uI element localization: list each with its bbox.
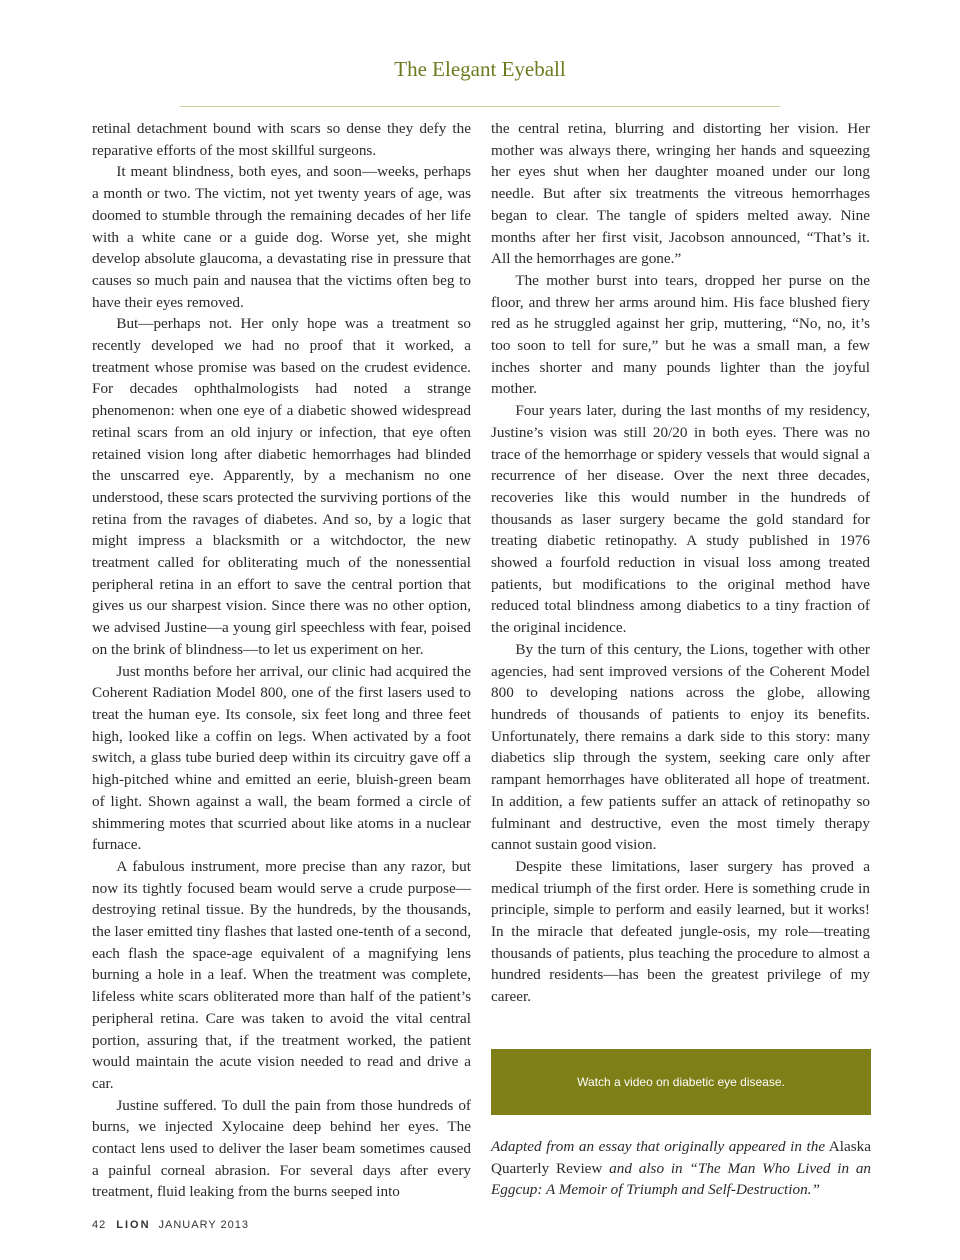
- paragraph: By the turn of this century, the Lions, together with other agencies, had sent improved versions of the Coherent Model 800 to developing nations across the globe, allowing hundreds of thousands of patients to enjoy its benefits. Unfortunately, there remains a dark side to this story: many diabetics slip through the system, seeking care only after rampant hemorrhages have obliterated all hope of treatment. In addition, a few patients suffer an attack of retinopathy so fulminant and destructive, even the most timely therapy cannot sustain good vision.: [491, 640, 870, 854]
- article-column-right: [491, 118, 870, 1008]
- paragraph: It meant blindness, both eyes, and soon—weeks, perhaps a month or two. The victim, not yet twenty years of age, was doomed to stumble through the remaining decades of her life with a white cane or a guide dog. Worse yet, she might develop absolute glaucoma, a devastating rise in pressure that causes so much pain and nausea that the victims often beg to have their eyes removed.: [92, 163, 471, 311]
- header-divider: [180, 106, 780, 107]
- paragraph: The mother burst into tears, dropped her purse on the floor, and threw her arms around him. His face blushed fiery red as he struggled against her grip, muttering, “No, no, it’s too soon to tell for sure,” but he was a small man, a few inches shorter and many pounds lighter than the joyful mother.: [491, 271, 870, 398]
- paragraph: Just months before her arrival, our clinic had acquired the Coherent Radiation Model 800, one of the first lasers used to treat the human eye. Its console, six feet long and three feet high, looked like a coffin on legs. When activated by a foot switch, a glass tube buried deep within its circuitry gave off a high-pitched whine and emitted an eerie, bluish-green beam of light. Shown against a wall, the beam formed a circle of shimmering motes that scurried about like atoms in a nuclear furnace.: [92, 662, 471, 854]
- paragraph: retinal detachment bound with scars so dense they defy the reparative efforts of the most skillful surgeons.: [92, 120, 471, 159]
- magazine-name: LION: [116, 1219, 151, 1231]
- paragraph: A fabulous instrument, more precise than any razor, but now its tightly focused beam would serve a crude purpose—destroying retinal tissue. By the hundreds, by the thousands, the laser emitted tiny flashes that lasted one-tenth of a second, each flash the space-age equivalent of a magnifying lens burning a hole in a leaf. When the treatment was complete, lifeless white scars obliterated more than half of the patient’s peripheral retina. Care was taken to avoid the vital central portion, assuring that, if the treatment worked, the patient would maintain the acute vision needed to read and drive a car.: [92, 857, 471, 1092]
- credit-book: and also in “The Man Who Lived in an Eggcup: A Memoir of Triumph and Self-Destruction.”: [491, 1159, 872, 1199]
- page-number: 42: [92, 1219, 107, 1231]
- video-link-label: Watch a video on diabetic eye disease.: [577, 1075, 785, 1089]
- article-column-left: [92, 118, 471, 1203]
- page-header-title: The Elegant Eyeball: [394, 57, 566, 81]
- paragraph: Despite these limitations, laser surgery has proved a medical triumph of the first order. Here is something crude in principle, simple to perform and easily learned, but it works! In the miracle that defeated jungle-osis, my role—treating thousands of patients, plus teaching the procedure to almost a hundred residents—has been the greatest privilege of my career.: [491, 857, 870, 1006]
- paragraph: Justine suffered. To dull the pain from those hundreds of burns, we injected Xylocaine deep behind her eyes. The contact lens used to deliver the laser beam sometimes caused a painful corneal abrasion. For several days after every treatment, fluid leaking from the burns seeped into: [92, 1096, 471, 1201]
- paragraph: the central retina, blurring and distorting her vision. Her mother was always there, wringing her hands and squeezing her eyes shut when her daughter moaned under our long needle. But after six treatments the vitreous hemorrhages began to clear. The tangle of spiders melted away. Nine months after her first visit, Jacobson announced, “That’s it. All the hemorrhages are gone.”: [491, 120, 870, 268]
- paragraph: But—perhaps not. Her only hope was a treatment so recently developed we had no proof that it worked, a treatment whose promise was based on the crudest evidence. For decades ophthalmologists had noted a strange phenomenon: when one eye of a diabetic showed widespread retinal scars from an old injury or infection, that eye often retained vision long after diabetic hemorrhages had blinded the unscarred eye. Apparently, by a mechanism no one understood, these scars protected the surviving portions of the retina from the ravages of diabetes. And so, by a logic that might impress a blacksmith or a witchdoctor, the new treatment called for obliterating much of the nonessential peripheral retina in an effort to save the central portion that gives us our sharpest vision. Since there was no other option, we advised Justine—a young girl speechless with fear, poised on the brink of blindness—to let us experiment on her.: [92, 315, 471, 658]
- issue-date: JANUARY 2013: [158, 1219, 250, 1231]
- credit-intro: Adapted from an essay that originally appeared in the: [491, 1138, 826, 1155]
- article-credit: [491, 1136, 871, 1201]
- credit-publication: Alaska Quarterly Review: [491, 1138, 871, 1177]
- watch-video-button[interactable]: [491, 1049, 871, 1115]
- page-footer: [92, 1219, 249, 1231]
- paragraph: Four years later, during the last months of my residency, Justine’s vision was still 20/20 in both eyes. There was no trace of the hemorrhage or spidery vessels that would signal a recurrence of her disease. Over the next three decades, recoveries like this would number in the hundreds of thousands as laser surgery became the gold standard for treating diabetic retinopathy. A study published in 1976 showed a fourfold reduction in visual loss among treated patients, but modifications to the original method have reduced total blindness among diabetics to a tiny fraction of the original incidence.: [491, 402, 870, 637]
